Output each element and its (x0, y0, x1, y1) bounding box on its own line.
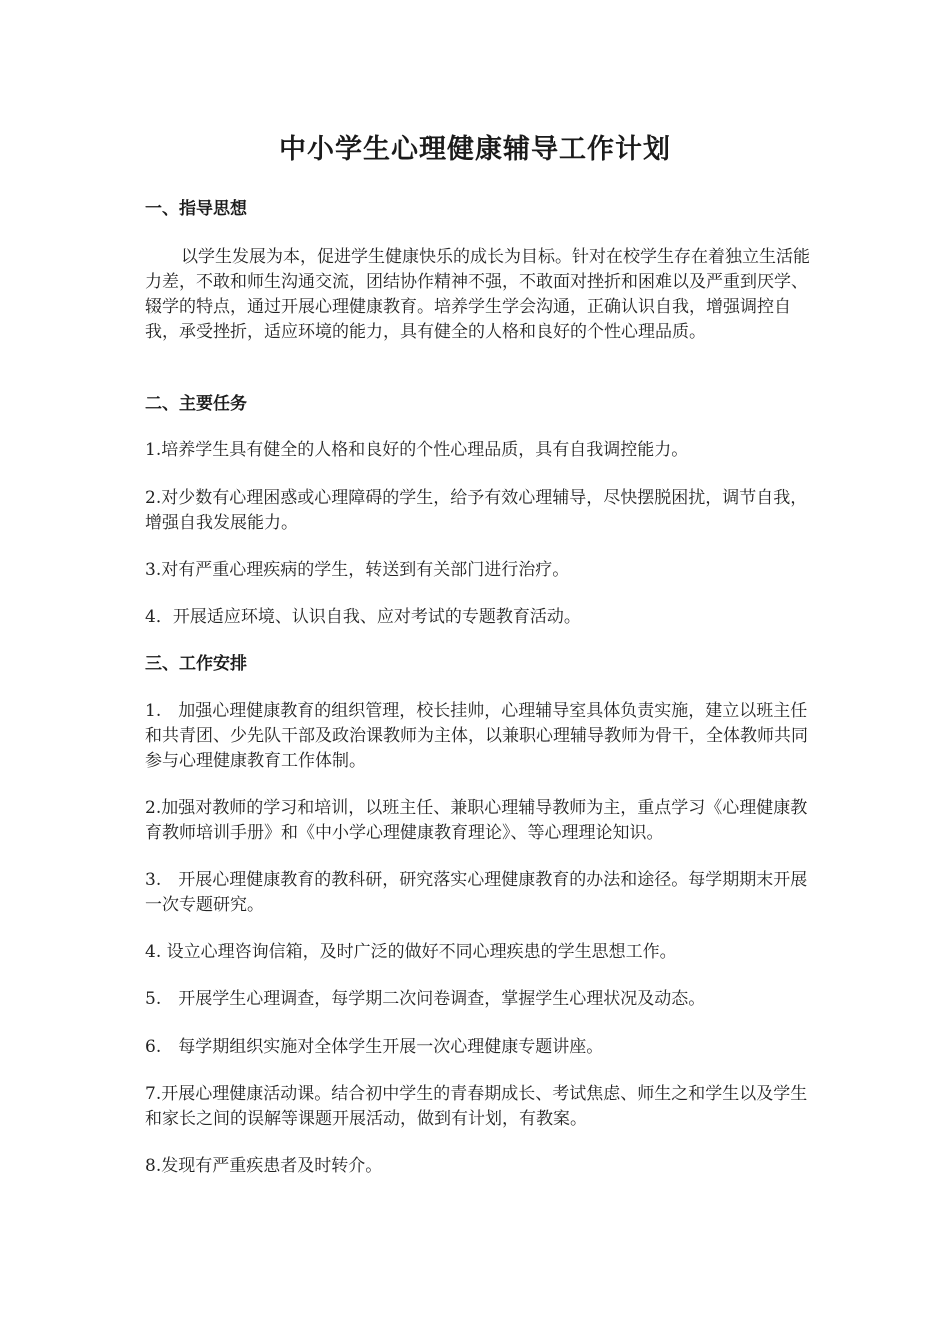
document-title: 中小学生心理健康辅导工作计划 (279, 134, 671, 165)
task-item-3: 3.对有严重心理疾病的学生，转送到有关部门进行治疗。 (145, 560, 570, 580)
section-heading-guiding-ideology: 一、指导思想 (145, 199, 247, 219)
task-item-4: 4．开展适应环境、认识自我、应对考试的专题教育活动。 (145, 607, 581, 627)
arrangement-item-8: 8.发现有严重疾患者及时转介。 (145, 1156, 383, 1176)
arrangement-item-3: 3. 开展心理健康教育的教科研，研究落实心理健康教育的办法和途径。每学期期末开展一次专题研究。 (145, 870, 808, 915)
arrangement-item-5: 5. 开展学生心理调查，每学期二次问卷调查，掌握学生心理状况及动态。 (145, 989, 706, 1009)
task-item-2: 2.对少数有心理困惑或心理障碍的学生，给予有效心理辅导，尽快摆脱困扰，调节自我，增强自我发展能力。 (145, 488, 808, 533)
arrangement-item-7: 7.开展心理健康活动课。结合初中学生的青春期成长、考试焦虑、师生之和学生以及学生和家长之间的误解等课题开展活动，做到有计划，有教案。 (145, 1084, 808, 1129)
task-item-1: 1.培养学生具有健全的人格和良好的个性心理品质，具有自我调控能力。 (145, 440, 689, 460)
arrangement-item-1: 1. 加强心理健康教育的组织管理，校长挂帅，心理辅导室具体负责实施，建立以班主任和共青团、少先队干部及政治课教师为主体，以兼职心理辅导教师为骨干，全体教师共同参与心理健康教育工作体制。 (145, 701, 808, 771)
section-heading-work-arrangement: 三、工作安排 (145, 654, 247, 674)
paragraph-guiding-ideology: 以学生发展为本，促进学生健康快乐的成长为目标。针对在校学生存在着独立生活能力差，不敢和师生沟通交流，团结协作精神不强，不敢面对挫折和困难以及严重到厌学、辍学的特点，通过开展心理健康教育。培养学生学会沟通，正确认识自我，增强调控自我，承受挫折，适应环境的能力，具有健全的人格和良好的个性心理品质。 (145, 247, 810, 342)
arrangement-item-4: 4. 设立心理咨询信箱，及时广泛的做好不同心理疾患的学生思想工作。 (145, 942, 677, 962)
section-heading-main-tasks: 二、主要任务 (145, 394, 247, 414)
arrangement-item-6: 6. 每学期组织实施对全体学生开展一次心理健康专题讲座。 (145, 1037, 604, 1057)
arrangement-item-2: 2.加强对教师的学习和培训，以班主任、兼职心理辅导教师为主，重点学习《心理健康教育教师培训手册》和《中小学心理健康教育理论》、等心理理论知识。 (145, 798, 808, 843)
